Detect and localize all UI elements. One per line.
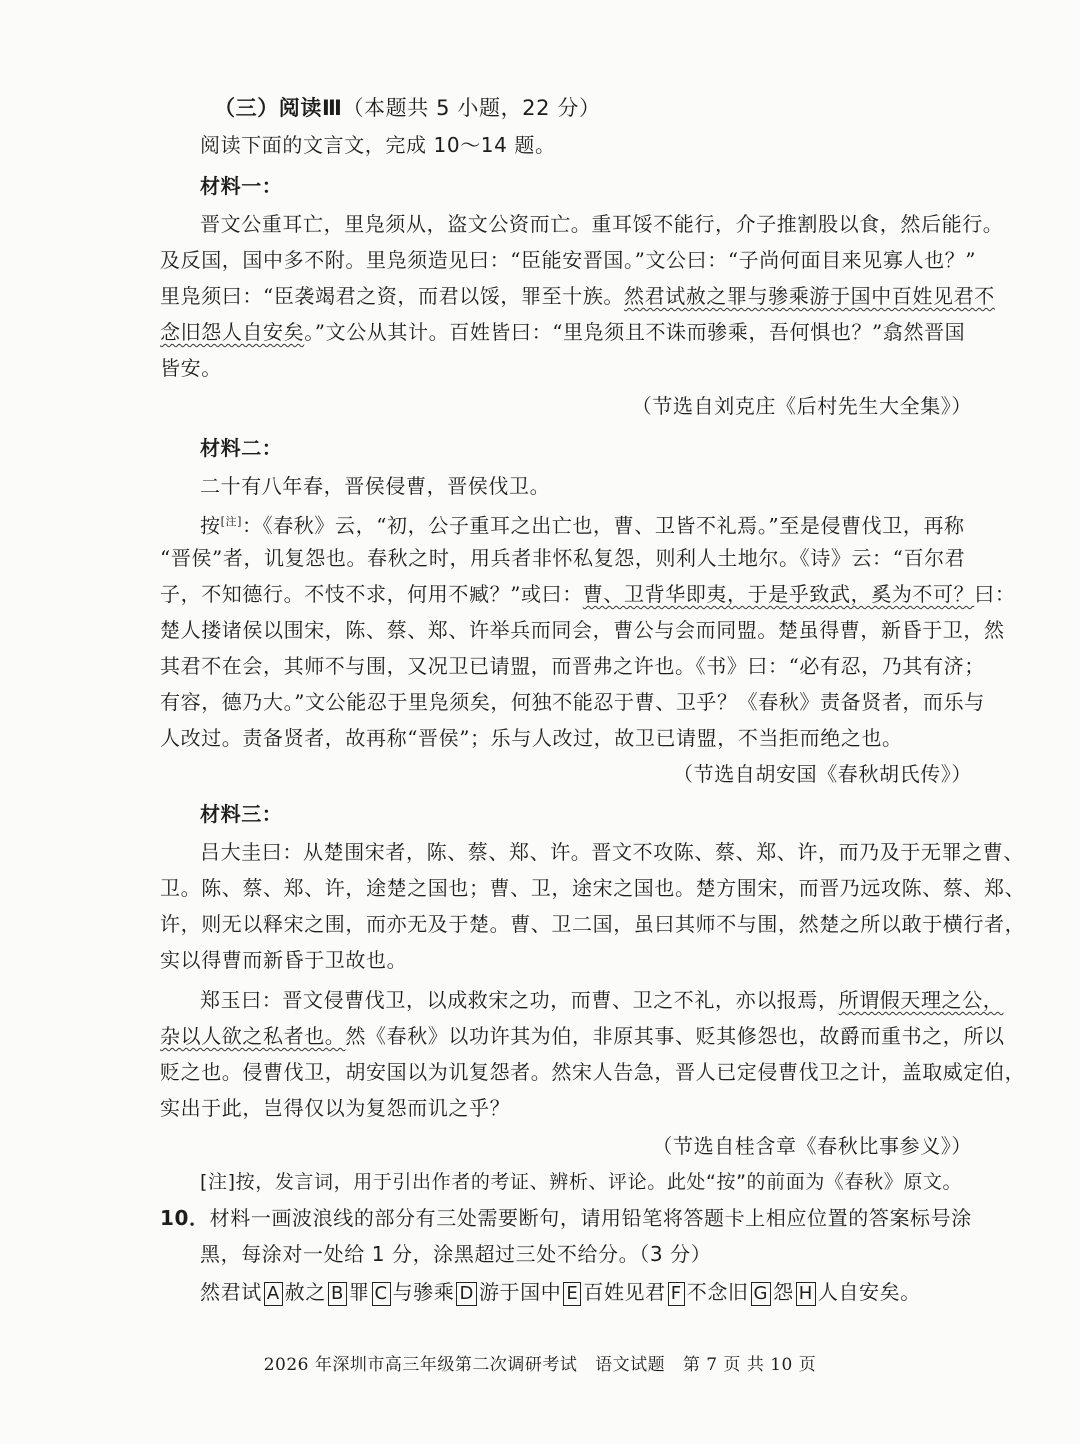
material3-line-7: 贬之也。侵曹伐卫，胡安国以为讥复怨者。然宋人告急，晋人已定侵曹伐卫之计，盖取威定伯，	[160, 1060, 1026, 1084]
material2-line-4-a: 子，不知德行。不忮不求，何用不臧？”或曰：	[160, 582, 583, 606]
material3-source: （节选自桂含章《春秋比事参义》）	[652, 1134, 972, 1158]
section-note: （本题共 5 小题，22 分）	[342, 96, 601, 120]
material3-line-1: 吕大圭曰：从楚围宋者，陈、蔡、郑、许。晋文不攻陈、蔡、郑、许，而乃及于无罪之曹、	[200, 840, 1024, 864]
segment: 与骖乘	[392, 1280, 455, 1304]
material2-line-6: 其君不在会，其师不与围，又况卫已请盟，而晋弗之许也。《书》曰：“必有忍，乃其有济；	[160, 654, 985, 678]
material1-heading: 材料一：	[200, 174, 283, 198]
wavy-underline-e: 杂以人欲之私者也。	[160, 1024, 346, 1048]
option-box-b[interactable]: B	[328, 1282, 347, 1306]
wavy-underline-a: 然君试赦之罪与骖乘游于国中百姓见君不	[624, 284, 995, 308]
option-box-c[interactable]: C	[372, 1282, 391, 1306]
option-box-e[interactable]: E	[563, 1282, 581, 1306]
material3-line-4: 实以得曹而新昏于卫故也。	[160, 948, 408, 972]
segment: 百姓见君	[583, 1280, 666, 1304]
footer-exam: 2026 年深圳市高三年级第二次调研考试	[263, 1355, 578, 1375]
wavy-underline-d: 所谓假天理之公，	[838, 988, 1004, 1012]
footer-page: 第 7 页 共 10 页	[682, 1355, 817, 1375]
material2-line-3: “晋侯”者，讥复怨也。春秋之时，用兵者非怀私复怨，则利人土地尔。《诗》云：“百尔君	[160, 546, 966, 570]
option-box-d[interactable]: D	[456, 1282, 476, 1306]
material2-line-7: 有容，德乃大。”文公能忍于里凫须矣，何独不能忍于曹、卫乎？《春秋》责备贤者，而乐与	[160, 690, 985, 714]
an-word: 按	[200, 513, 221, 538]
note-marker: [注]	[220, 515, 242, 528]
material3-line-6-text: 然《春秋》以功许其为伯，非原其事、贬其修怨也，故爵而重书之，所以	[345, 1024, 1005, 1048]
material1-line-4	[160, 320, 972, 344]
material3-line-2: 卫。陈、蔡、郑、许，途楚之国也；曹、卫，途宋之国也。楚方围宋，而晋乃远攻陈、蔡、郑、	[160, 876, 1026, 900]
material3-line-8: 实出于此，岂得仅以为复怨而讥之乎？	[160, 1096, 511, 1120]
segment: 怨	[773, 1280, 794, 1304]
material1-line-3	[160, 284, 995, 308]
wavy-underline-c: 曹、卫背华即夷，于是乎致武，奚为不可？	[582, 582, 975, 606]
question-10-line-1: 材料一画波浪线的部分有三处需要断句，请用铅笔将答题卡上相应位置的答案标号涂	[209, 1206, 972, 1230]
material3-line-5	[200, 988, 1012, 1012]
material3-line-3: 许，则无以释宋之围，而亦无及于楚。曹、卫二国，虽曰其师不与围，然楚之所以敢于横行者，	[160, 912, 1026, 936]
segment: 人自安矣。	[817, 1280, 921, 1304]
footnote: [注]按，发言词，用于引出作者的考证、辨析、评论。此处“按”的前面为《春秋》原文。	[200, 1171, 963, 1193]
option-box-h[interactable]: H	[796, 1282, 816, 1306]
material1-line-4-text: 。”文公从其计。百姓皆曰：“里凫须且不诛而骖乘，吾何惧也？”翕然晋国	[304, 320, 966, 344]
segment: 游于国中	[478, 1280, 562, 1304]
option-box-f[interactable]: F	[668, 1282, 685, 1306]
material2-line-5: 楚人搂诸侯以围宋，陈、蔡、郑、许举兵而同会，曹公与会而同盟。楚虽得曹，新昏于卫，然	[160, 618, 1005, 642]
answer-options-row	[200, 1280, 1012, 1306]
material1-line-3-text: 里凫须曰：“臣袭竭君之资，而君以馁，罪至十族。	[160, 284, 625, 308]
material2-line-4	[160, 582, 1016, 606]
material1-line-5: 皆安。	[160, 356, 222, 380]
material2-line-2	[200, 510, 1012, 538]
page-footer	[0, 1350, 1080, 1375]
material2-line-2-text: ：《春秋》云，“初，公子重耳之出亡也，曹、卫皆不礼焉。”至是侵曹伐卫，再称	[242, 513, 965, 538]
material1-source: （节选自刘克庄《后村先生大全集》）	[631, 394, 972, 418]
material2-line-1: 二十有八年春，晋侯侵曹，晋侯伐卫。	[200, 474, 551, 498]
material1-line-2: 及反国，国中多不附。里凫须造见曰：“臣能安晋国。”文公曰：“子尚何面目来见寡人也？”	[160, 248, 977, 272]
segment: 罪	[348, 1280, 370, 1304]
wavy-underline-b: 念旧怨人自安矣	[160, 320, 305, 344]
question-10	[160, 1206, 972, 1230]
option-box-a[interactable]: A	[264, 1282, 283, 1306]
material3-heading: 材料三：	[200, 802, 283, 826]
segment: 赦之	[284, 1280, 326, 1304]
section-title: （三）阅读Ⅲ	[214, 96, 343, 120]
option-box-g[interactable]: G	[751, 1282, 772, 1306]
footer-subject: 语文试题	[595, 1355, 666, 1375]
question-number: 10．	[160, 1206, 210, 1230]
material2-source: （节选自胡安国《春秋胡氏传》）	[673, 762, 972, 786]
material3-line-5-text: 郑玉曰：晋文侵曹伐卫，以成救宋之功，而曹、卫之不礼，亦以报焉，	[200, 988, 839, 1012]
segment: 不念旧	[686, 1280, 749, 1304]
section-heading	[214, 96, 1026, 120]
material2-line-8: 人改过。责备贤者，故再称“晋侯”；乐与人改过，故卫已请盟，不当拒而绝之也。	[160, 726, 903, 750]
segment: 然君试	[200, 1280, 262, 1304]
material1-line-1: 晋文公重耳亡，里凫须从，盗文公资而亡。重耳馁不能行，介子推割股以食，然后能行。	[200, 212, 1004, 236]
material2-heading: 材料二：	[200, 436, 283, 460]
instruction: 阅读下面的文言文，完成 10～14 题。	[200, 133, 556, 157]
question-10-line-2: 黑，每涂对一处给 1 分，涂黑超过三处不给分。（3 分）	[200, 1242, 712, 1266]
material2-line-4-b: 曰：	[974, 582, 1016, 606]
material3-line-6	[160, 1024, 1005, 1048]
